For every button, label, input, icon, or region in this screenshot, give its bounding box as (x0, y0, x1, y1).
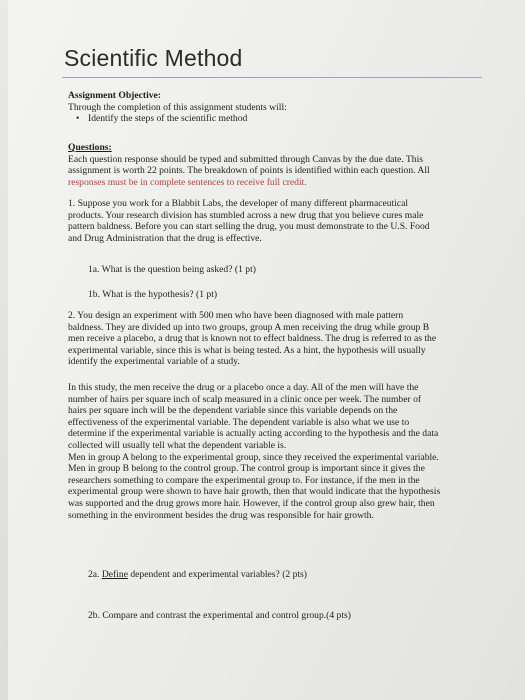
question-1-line: 1. Suppose you work for a Blabbit Labs, the developer of many different pharmaceutical (68, 198, 409, 209)
questions-line-3: responses must be in complete sentences to receive full credit. (68, 176, 307, 188)
question-2-intro-line: 2. You design an experiment with 500 men who have been diagnosed with male pattern (68, 310, 404, 321)
question-2-intro (68, 310, 478, 368)
question-2a: 2a. Define dependent and experimental variables? (2 pts) (88, 569, 307, 580)
objective-section (68, 90, 478, 125)
question-2b: 2b. Compare and contrast the experimental and control group.(4 pts) (88, 610, 351, 621)
question-2-intro-line: men receive a placebo, a drug that is known not to effect baldness. The drug is referred to as the (68, 333, 437, 345)
document-page (8, 0, 525, 700)
objective-heading: Assignment Objective: (68, 90, 161, 101)
objective-intro: Through the completion of this assignment students will: (68, 101, 287, 113)
question-2-body-line: hairs per square inch will be the dependent variable since this variable depends on the (68, 405, 398, 417)
question-2-body-line: something in the environment besides the drug was responsible for hair growth. (68, 509, 374, 521)
questions-line-1: Each question response should be typed and submitted through Canvas by the due date. This (68, 153, 423, 165)
question-2-body-line: In this study, the men receive the drug or a placebo once a day. All of the men will have the (68, 382, 419, 393)
objective-bullet: • Identify the steps of the scientific method (68, 113, 478, 125)
page-title: Scientific Method (64, 45, 243, 71)
question-2-body-line: Men in group A belong to the experimental group, since they received the experimental variable. (68, 451, 439, 463)
question-2-body-line: collected will usually tell what the dependent variable is. (68, 439, 287, 451)
question-2-intro-line: experimental variable, since this is what is being tested. As a hint, the hypothesis will usually (68, 344, 426, 356)
question-1 (68, 198, 478, 244)
question-2-body-line: determine if the experimental variable is actually acting according to the hypothesis and the data (68, 428, 439, 440)
questions-heading: Questions: (68, 142, 112, 153)
define-link[interactable]: Define (101, 569, 128, 580)
question-2-body-line: was supported and the drug grows more hair. However, if the control group also grew hair, then (68, 497, 435, 509)
questions-line-2: assignment is worth 22 points. The breakdown of points is identified within each question. All (68, 165, 430, 177)
question-1-line: pattern baldness. Before you can start selling the drug, you must demonstrate to the U.S. Food (68, 221, 430, 233)
questions-section (68, 142, 478, 188)
question-2-intro-line: baldness. They are divided up into two groups, group A men receiving the drug while group B (68, 321, 430, 333)
question-1b: 1b. What is the hypothesis? (1 pt) (88, 289, 218, 300)
question-2-intro-line: identify the experimental variable of a study. (68, 356, 240, 368)
question-2-body (68, 382, 478, 521)
question-2-body-line: experimental group were shown to have hair growth, then that would indicate that the hypothesis (68, 486, 441, 498)
question-2-body-line: Men in group B belong to the control group. The control group is important since it gives the (68, 463, 425, 475)
question-2-body-line: effectiveness of the experimental variable. The dependent variable is also what we use to (68, 416, 410, 428)
title-divider (62, 77, 482, 78)
question-1a: 1a. What is the question being asked? (1 pt) (88, 264, 256, 275)
question-2-body-line: researchers something to compare the experimental group to. For instance, if the men in the (68, 474, 420, 486)
question-2-body-line: number of hairs per square inch of scalp measured in a clinic once per week. The number of (68, 393, 422, 405)
question-1-line: products. Your research division has stumbled across a new drug that you believe cures male (68, 209, 424, 221)
question-1-line: and Drug Administration that the drug is effective. (68, 232, 262, 244)
